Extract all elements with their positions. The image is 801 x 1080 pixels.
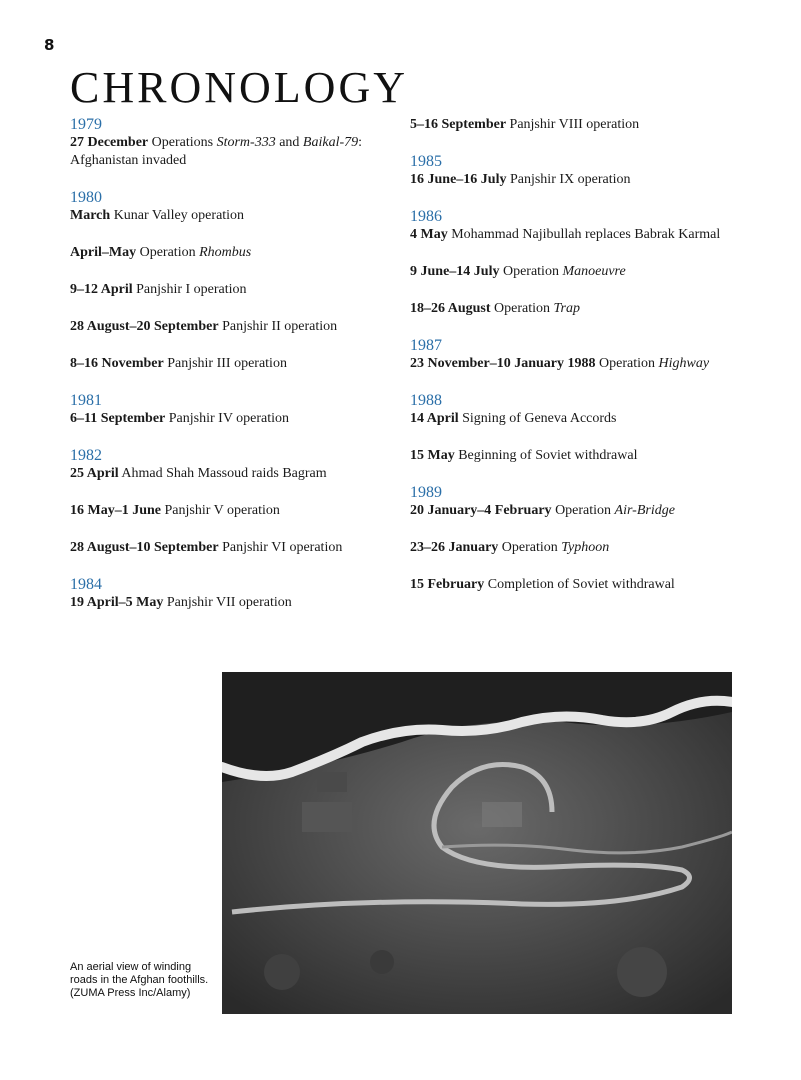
entry-text: Panjshir VI operation	[218, 540, 343, 555]
chronology-entry	[70, 355, 400, 373]
chronology-entry	[70, 318, 400, 336]
entry-date: 4 May	[410, 227, 448, 242]
entry-text: Signing of Geneva Accords	[458, 411, 617, 426]
year-heading: 1980	[70, 189, 102, 206]
entry-date: 16 May–1 June	[70, 503, 161, 518]
entry-date: April–May	[70, 245, 137, 260]
operation-name: Trap	[553, 301, 580, 316]
chronology-entry	[410, 171, 770, 189]
entry-text: Panjshir IV operation	[165, 411, 290, 426]
operation-name: Air-Bridge	[614, 503, 675, 518]
entry-text: Panjshir I operation	[132, 282, 247, 297]
chronology-entry	[410, 539, 770, 557]
chronology-entry	[410, 502, 770, 520]
photo-caption: An aerial view of winding roads in the Afghan foothills. (ZUMA Press Inc/Alamy)	[70, 961, 209, 999]
entry-date: 15 February	[410, 577, 485, 592]
aerial-photo	[222, 672, 732, 1014]
operation-name: Highway	[658, 356, 710, 371]
entry-text: Panjshir VII operation	[163, 595, 292, 610]
operation-name: Rhombus	[199, 245, 252, 260]
chronology-entry	[70, 244, 400, 262]
entry-date: 28 August–20 September	[70, 319, 219, 334]
entry-date: 23 November–10 January 1988	[410, 356, 596, 371]
chronology-entry	[410, 300, 770, 318]
entry-date: 5–16 September	[410, 117, 507, 132]
entry-date: March	[70, 208, 111, 223]
page-number: 8	[44, 36, 55, 54]
operation-name: Baikal-79	[302, 135, 359, 150]
entry-text: Panjshir IX operation	[506, 172, 631, 187]
entry-text: Ahmad Shah Massoud raids Bagram	[118, 466, 327, 481]
chronology-entry	[70, 207, 400, 225]
entry-text: Operation	[490, 301, 554, 316]
chronology-entry	[410, 410, 770, 428]
entry-text: Kunar Valley operation	[110, 208, 245, 223]
entry-text: Operation	[498, 540, 562, 555]
entry-text: Operation	[499, 264, 563, 279]
entry-date: 28 August–10 September	[70, 540, 219, 555]
chronology-entry	[70, 594, 400, 612]
operation-name: Storm-333	[216, 135, 276, 150]
page-title: CHRONOLOGY	[70, 63, 408, 112]
chronology-entry	[410, 116, 770, 134]
year-heading: 1989	[410, 484, 442, 501]
entry-text: : Afghanistan invaded	[70, 135, 363, 168]
chronology-entry	[410, 263, 770, 281]
entry-date: 9–12 April	[70, 282, 133, 297]
year-heading: 1987	[410, 337, 442, 354]
chronology-entry	[70, 465, 400, 483]
entry-date: 6–11 September	[70, 411, 166, 426]
entry-text: Panjshir III operation	[163, 356, 287, 371]
entry-text: Panjshir II operation	[218, 319, 338, 334]
year-heading: 1982	[70, 447, 102, 464]
entry-date: 19 April–5 May	[70, 595, 164, 610]
chronology-entry	[410, 447, 770, 465]
entry-text: Operations	[148, 135, 217, 150]
entry-date: 25 April	[70, 466, 119, 481]
entry-text: Operation	[551, 503, 615, 518]
chronology-entry	[410, 576, 770, 594]
year-heading: 1979	[70, 116, 102, 133]
entry-date: 14 April	[410, 411, 459, 426]
entry-text: Mohammad Najibullah replaces Babrak Karmal	[447, 227, 721, 242]
chronology-entry	[70, 539, 400, 557]
entry-date: 20 January–4 February	[410, 503, 552, 518]
entry-date: 18–26 August	[410, 301, 491, 316]
entry-date: 23–26 January	[410, 540, 499, 555]
entry-date: 27 December	[70, 135, 149, 150]
operation-name: Typhoon	[561, 540, 610, 555]
year-heading: 1984	[70, 576, 102, 593]
entry-date: 8–16 November	[70, 356, 164, 371]
entry-text: Panjshir VIII operation	[506, 117, 640, 132]
entry-text: Operation	[136, 245, 200, 260]
entry-date: 9 June–14 July	[410, 264, 500, 279]
chronology-entry	[70, 410, 400, 428]
entry-date: 16 June–16 July	[410, 172, 507, 187]
entry-text: Operation	[595, 356, 659, 371]
entry-text: Beginning of Soviet withdrawal	[454, 448, 638, 463]
chronology-entry	[410, 355, 770, 373]
chronology-entry	[70, 134, 400, 170]
chronology-left-column	[70, 116, 400, 631]
year-heading: 1985	[410, 153, 442, 170]
entry-date: 15 May	[410, 448, 455, 463]
chronology-entry	[70, 502, 400, 520]
chronology-right-column	[410, 116, 770, 613]
year-heading: 1986	[410, 208, 442, 225]
entry-text: Panjshir V operation	[161, 503, 280, 518]
year-heading: 1981	[70, 392, 102, 409]
chronology-entry	[410, 226, 770, 244]
operation-name: Manoeuvre	[562, 264, 626, 279]
entry-text: and	[275, 135, 303, 150]
year-heading: 1988	[410, 392, 442, 409]
entry-text: Completion of Soviet withdrawal	[484, 577, 675, 592]
chronology-entry	[70, 281, 400, 299]
